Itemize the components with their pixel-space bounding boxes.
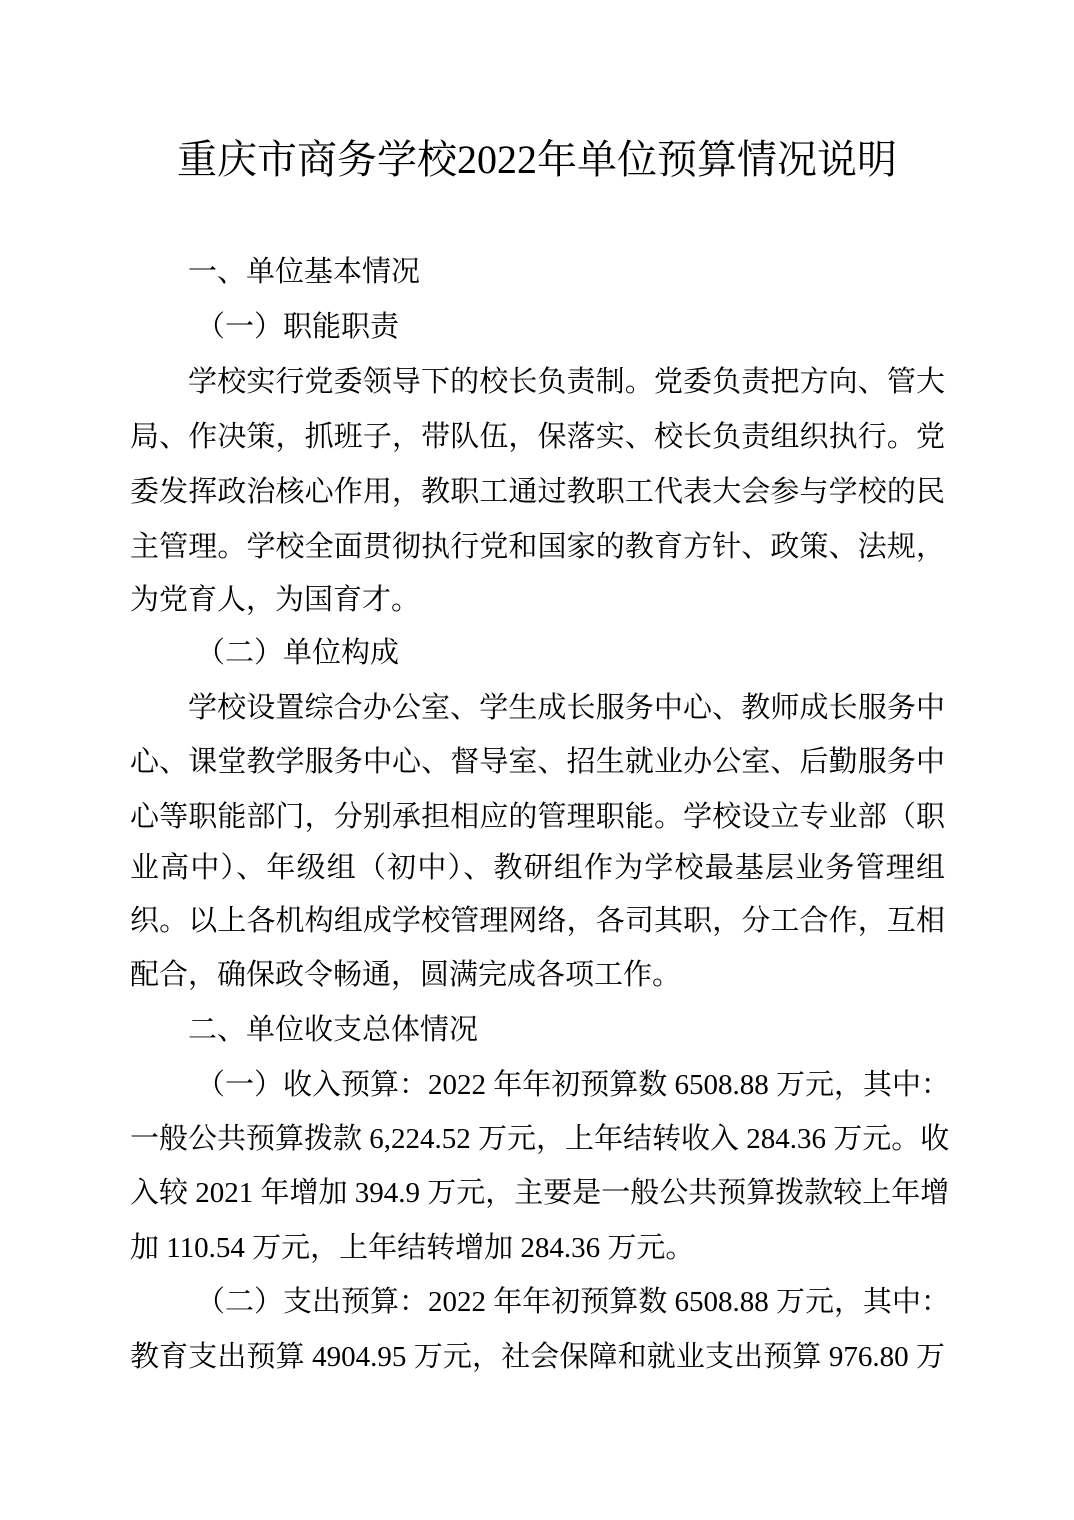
paragraph-line: 主管理。学校全面贯彻执行党和国家的教育方针、政策、法规， [130, 531, 945, 563]
paragraph-line: 学校设置综合办公室、学生成长服务中心、教师成长服务中 [188, 692, 945, 724]
income-budget-line: （一）收入预算：2022 年年初预算数 6508.88 万元，其中： [196, 1069, 951, 1101]
paragraph-line: 委发挥政治核心作用，教职工通过教职工代表大会参与学校的民 [130, 476, 945, 508]
paragraph-line: 心、课堂教学服务中心、督导室、招生就业办公室、后勤服务中 [130, 746, 945, 778]
paragraph-line: 学校实行党委领导下的校长负责制。党委负责把方向、管大 [188, 366, 945, 398]
section-heading-1: 一、单位基本情况 [188, 256, 421, 288]
paragraph-line: 织。以上各机构组成学校管理网络，各司其职，分工合作，互相 [130, 905, 945, 937]
section-heading-2: 二、单位收支总体情况 [188, 1014, 479, 1046]
paragraph-line: 配合，确保政令畅通，圆满完成各项工作。 [130, 959, 682, 991]
paragraph-line: 加 110.54 万元，上年结转增加 284.36 万元。 [130, 1232, 695, 1264]
paragraph-line: 局、作决策，抓班子，带队伍，保落实、校长负责组织执行。党 [130, 421, 945, 453]
paragraph-line: 教育支出预算 4904.95 万元，社会保障和就业支出预算 976.80 万 [130, 1341, 945, 1373]
paragraph-line: 入较 2021 年增加 394.9 万元，主要是一般公共预算拨款较上年增 [130, 1177, 950, 1209]
paragraph-line: 一般公共预算拨款 6,224.52 万元，上年结转收入 284.36 万元。收 [130, 1123, 950, 1155]
expenditure-budget-line: （二）支出预算：2022 年年初预算数 6508.88 万元，其中： [196, 1286, 951, 1318]
subsection-heading-functions: （一）职能职责 [196, 311, 400, 343]
paragraph-line: 业高中）、年级组（初中）、教研组作为学校最基层业务管理组 [130, 852, 945, 884]
paragraph-line: 心等职能部门，分别承担相应的管理职能。学校设立专业部（职 [130, 801, 945, 833]
paragraph-line: 为党育人，为国育才。 [130, 584, 421, 616]
subsection-heading-structure: （二）单位构成 [196, 637, 400, 669]
document-title: 重庆市商务学校2022年单位预算情况说明 [177, 137, 897, 182]
